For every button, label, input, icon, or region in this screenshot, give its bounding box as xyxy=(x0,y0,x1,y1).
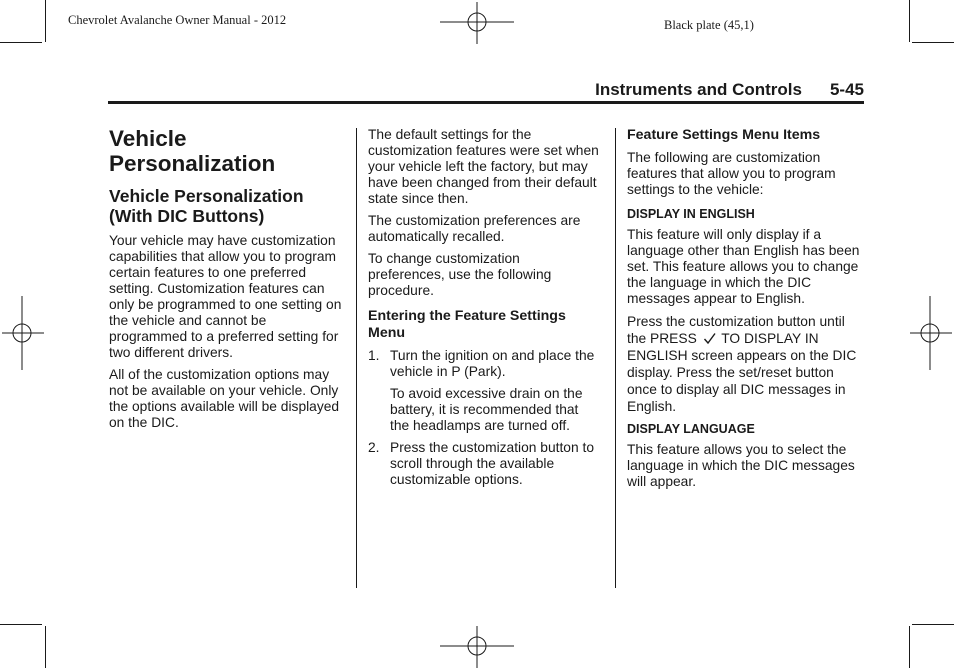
step-note: To avoid excessive drain on the battery, it is recommended that the headlamps are turned off. xyxy=(390,386,583,433)
column-2 xyxy=(368,127,600,494)
crop-mark-bottom-right-v xyxy=(909,626,910,668)
column-divider-2 xyxy=(615,128,616,588)
crop-mark-top-left-v xyxy=(45,0,46,42)
procedure-heading: Entering the Feature Settings Menu xyxy=(368,308,566,341)
crop-mark-top-left-h xyxy=(0,42,42,43)
section-title: Instruments and Controls xyxy=(595,80,802,99)
column-divider-1 xyxy=(356,128,357,588)
display-language-heading: DISPLAY LANGUAGE xyxy=(627,422,755,436)
registration-mark-right-icon xyxy=(910,296,952,370)
list-item xyxy=(368,440,600,488)
paragraph xyxy=(627,313,863,415)
paragraph: The following are customization features that allow you to program settings to the vehicle: xyxy=(627,150,836,197)
paragraph: The default settings for the customization features were set when your vehicle left the factory, but may have been changed from their default state since then. xyxy=(368,127,599,206)
crop-mark-top-right-h xyxy=(912,42,954,43)
running-header-title: Chevrolet Avalanche Owner Manual - 2012 xyxy=(68,13,287,27)
paragraph: Your vehicle may have customization capabilities that allow you to program certain features to one preferred setting. Customization features can only be programmed to one setting on the vehicle and cannot be programmed to a preferred setting for two different drivers. xyxy=(109,233,342,360)
section-rule xyxy=(108,101,864,104)
column-3 xyxy=(627,127,863,496)
paragraph: The customization preferences are automatically recalled. xyxy=(368,213,581,244)
page-title: Vehicle Personalization xyxy=(109,126,276,176)
column-1 xyxy=(109,126,347,437)
checkmark-icon xyxy=(703,332,716,345)
subsection-title: Vehicle Personalization (With DIC Buttons) xyxy=(109,186,304,226)
paragraph: All of the customization options may not be available on your vehicle. Only the options available will be displayed on the DIC. xyxy=(109,367,340,430)
crop-mark-top-right-v xyxy=(909,0,910,42)
registration-mark-top-icon xyxy=(440,2,514,44)
display-english-heading: DISPLAY IN ENGLISH xyxy=(627,207,755,221)
page-number: 5-45 xyxy=(829,80,864,99)
step-text: Turn the ignition on and place the vehicle in P (Park). xyxy=(390,348,595,379)
paragraph: This feature will only display if a language other than English has been set. This feature allows you to change the language in which the DIC messages appear to English. xyxy=(627,227,860,306)
list-item xyxy=(368,348,600,380)
crop-mark-bottom-right-h xyxy=(912,624,954,625)
step-number: 1. xyxy=(368,348,380,363)
paragraph: This feature allows you to select the language in which the DIC messages will appear. xyxy=(627,442,855,489)
crop-mark-bottom-left-v xyxy=(45,626,46,668)
press-text: Press the customization button until the PRESS xyxy=(627,314,845,346)
registration-mark-bottom-icon xyxy=(440,626,514,668)
step-text: Press the customization button to scroll through the available customizable options. xyxy=(390,440,594,487)
paragraph: To change customization preferences, use the following procedure. xyxy=(368,251,552,298)
section-header xyxy=(595,80,864,100)
menu-items-heading: Feature Settings Menu Items xyxy=(627,127,821,143)
running-header-plate: Black plate (45,1) xyxy=(664,18,754,32)
registration-mark-left-icon xyxy=(2,296,44,370)
step-number: 2. xyxy=(368,440,380,455)
press-text-cont: TO DISPLAY IN ENGLISH screen appears on the DIC display. Press the set/reset button once to display all DIC messages in English. xyxy=(627,331,857,414)
crop-mark-bottom-left-h xyxy=(0,624,42,625)
